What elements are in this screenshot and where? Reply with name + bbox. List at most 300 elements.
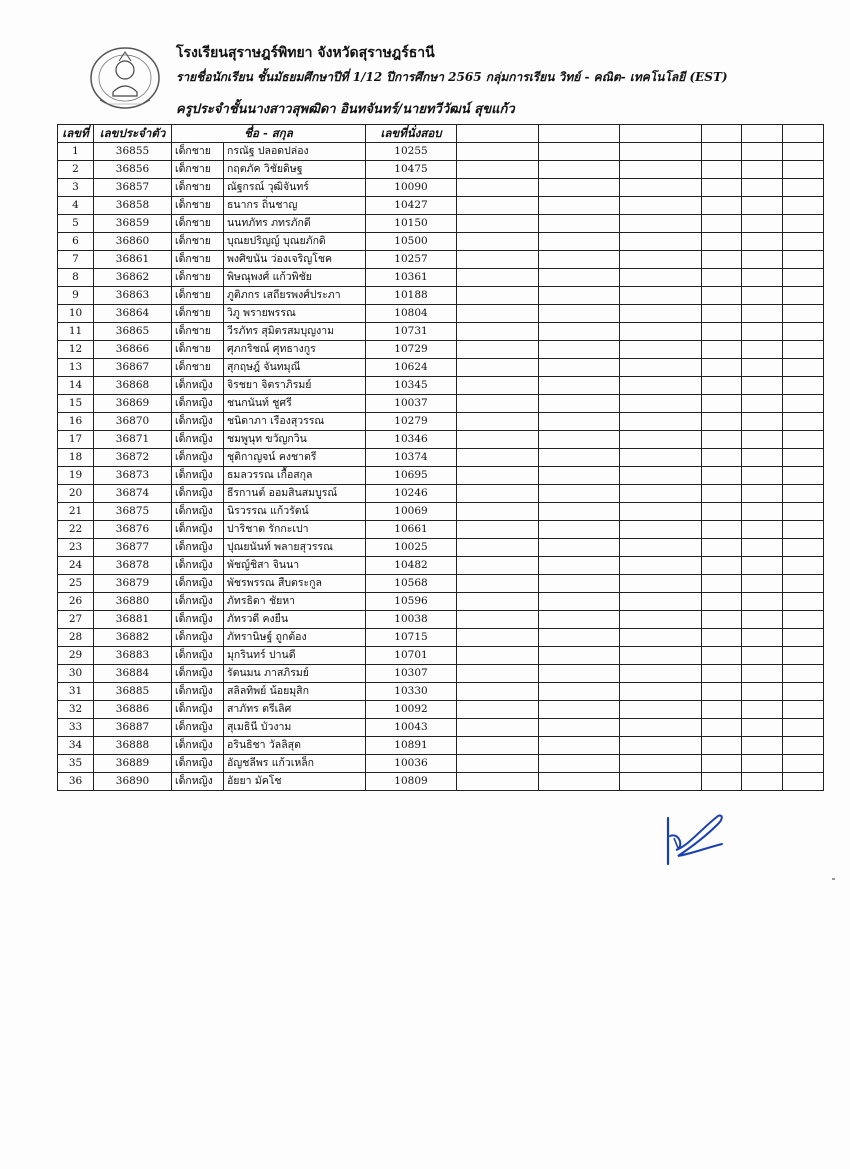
student-name-cell: มุกรินทร์ ปานดี	[224, 647, 366, 665]
title-cell: เด็กชาย	[172, 161, 224, 179]
blank-cell	[539, 737, 620, 755]
exam-seat-cell: 10069	[366, 503, 457, 521]
blank-cell	[539, 323, 620, 341]
blank-cell	[742, 539, 783, 557]
exam-seat-cell: 10729	[366, 341, 457, 359]
blank-cell	[702, 449, 742, 467]
row-number-cell: 1	[58, 143, 94, 161]
student-id-cell: 36880	[94, 593, 172, 611]
student-id-cell: 36858	[94, 197, 172, 215]
student-name-cell: วีรภัทร สุมิตรสมบุญงาม	[224, 323, 366, 341]
row-number-cell: 32	[58, 701, 94, 719]
blank-cell	[702, 323, 742, 341]
blank-cell	[620, 197, 702, 215]
table-row	[58, 737, 824, 755]
table-row	[58, 449, 824, 467]
row-number-cell: 31	[58, 683, 94, 701]
student-name-cell: สาภัทร ตรีเลิศ	[224, 701, 366, 719]
blank-cell	[742, 521, 783, 539]
title-cell: เด็กหญิง	[172, 557, 224, 575]
table-row	[58, 287, 824, 305]
blank-cell	[702, 611, 742, 629]
table-row	[58, 467, 824, 485]
blank-cell	[702, 233, 742, 251]
student-name-cell: สลิลทิพย์ น้อยมุสิก	[224, 683, 366, 701]
blank-cell	[702, 143, 742, 161]
blank-cell	[620, 323, 702, 341]
blank-cell	[539, 611, 620, 629]
row-number-cell: 28	[58, 629, 94, 647]
table-header-row	[58, 125, 824, 143]
student-name-cell: ชนกนันท์ ชูศรี	[224, 395, 366, 413]
blank-cell	[783, 701, 824, 719]
student-id-cell: 36872	[94, 449, 172, 467]
title-cell: เด็กชาย	[172, 269, 224, 287]
student-id-cell: 36878	[94, 557, 172, 575]
blank-cell	[783, 377, 824, 395]
student-name-cell: ชนิดาภา เรืองสุวรรณ	[224, 413, 366, 431]
blank-cell	[702, 467, 742, 485]
blank-cell	[457, 485, 539, 503]
student-name-cell: ชมพูนุท ขวัญกวิน	[224, 431, 366, 449]
blank-cell	[783, 449, 824, 467]
blank-cell	[702, 503, 742, 521]
title-cell: เด็กหญิง	[172, 719, 224, 737]
student-name-cell: สุกฤษฎ์ จันทมุณี	[224, 359, 366, 377]
student-id-cell: 36861	[94, 251, 172, 269]
title-cell: เด็กชาย	[172, 341, 224, 359]
exam-seat-cell: 10257	[366, 251, 457, 269]
exam-seat-cell: 10038	[366, 611, 457, 629]
blank-cell	[742, 215, 783, 233]
blank-cell	[702, 287, 742, 305]
blank-cell	[539, 179, 620, 197]
blank-cell	[783, 719, 824, 737]
exam-seat-cell: 10809	[366, 773, 457, 791]
student-id-cell: 36867	[94, 359, 172, 377]
row-number-cell: 11	[58, 323, 94, 341]
blank-cell	[702, 215, 742, 233]
title-cell: เด็กชาย	[172, 287, 224, 305]
header-exam-seat: เลขที่นั่งสอบ	[366, 125, 457, 143]
student-name-cell: ธีรกานต์ ออมสินสมบูรณ์	[224, 485, 366, 503]
blank-cell	[539, 773, 620, 791]
table-row	[58, 413, 824, 431]
blank-cell	[742, 485, 783, 503]
blank-cell	[539, 539, 620, 557]
title-cell: เด็กหญิง	[172, 413, 224, 431]
blank-cell	[783, 737, 824, 755]
title-cell: เด็กหญิง	[172, 395, 224, 413]
table-row	[58, 269, 824, 287]
blank-cell	[620, 431, 702, 449]
row-number-cell: 23	[58, 539, 94, 557]
row-number-cell: 33	[58, 719, 94, 737]
blank-cell	[783, 269, 824, 287]
blank-cell	[457, 215, 539, 233]
table-row	[58, 593, 824, 611]
blank-cell	[539, 701, 620, 719]
blank-cell	[539, 503, 620, 521]
table-row	[58, 485, 824, 503]
blank-cell	[539, 197, 620, 215]
blank-cell	[457, 233, 539, 251]
student-list-heading: รายชื่อนักเรียน ชั้นมัธยมศึกษาปีที่ 1/12 ปีการศึกษา 2565 กลุ่มการเรียน วิทย์ - คณิต- เทคโนโลยี (EST)	[176, 70, 728, 84]
exam-seat-cell: 10255	[366, 143, 457, 161]
blank-cell	[620, 773, 702, 791]
blank-cell	[742, 179, 783, 197]
blank-cell	[783, 629, 824, 647]
blank-cell	[742, 449, 783, 467]
handwritten-signature	[660, 808, 730, 870]
blank-cell	[783, 251, 824, 269]
blank-cell	[539, 251, 620, 269]
blank-cell	[783, 647, 824, 665]
title-cell: เด็กหญิง	[172, 683, 224, 701]
blank-cell	[702, 521, 742, 539]
blank-cell	[702, 593, 742, 611]
row-number-cell: 9	[58, 287, 94, 305]
blank-cell	[783, 413, 824, 431]
blank-cell	[539, 377, 620, 395]
row-number-cell: 34	[58, 737, 94, 755]
title-cell: เด็กหญิง	[172, 503, 224, 521]
blank-cell	[702, 773, 742, 791]
blank-cell	[620, 665, 702, 683]
exam-seat-cell: 10345	[366, 377, 457, 395]
blank-cell	[620, 359, 702, 377]
blank-cell	[702, 179, 742, 197]
blank-cell	[620, 143, 702, 161]
blank-cell	[702, 485, 742, 503]
blank-cell	[702, 359, 742, 377]
blank-cell	[783, 395, 824, 413]
row-number-cell: 7	[58, 251, 94, 269]
student-name-cell: นิรวรรณ แก้วรัตน์	[224, 503, 366, 521]
blank-cell	[620, 557, 702, 575]
title-cell: เด็กหญิง	[172, 701, 224, 719]
blank-cell	[539, 575, 620, 593]
student-id-cell: 36888	[94, 737, 172, 755]
blank-cell	[457, 341, 539, 359]
exam-seat-cell: 10246	[366, 485, 457, 503]
exam-seat-cell: 10150	[366, 215, 457, 233]
blank-cell	[457, 647, 539, 665]
blank-cell	[620, 521, 702, 539]
title-cell: เด็กชาย	[172, 233, 224, 251]
title-cell: เด็กชาย	[172, 251, 224, 269]
table-row	[58, 431, 824, 449]
student-name-cell: กรณัฐ ปลอดปล่อง	[224, 143, 366, 161]
blank-cell	[783, 611, 824, 629]
blank-cell	[742, 683, 783, 701]
row-number-cell: 27	[58, 611, 94, 629]
blank-cell	[620, 701, 702, 719]
blank-cell	[457, 287, 539, 305]
blank-cell	[620, 305, 702, 323]
blank-cell	[742, 341, 783, 359]
blank-cell	[457, 431, 539, 449]
blank-header-cell	[620, 125, 702, 143]
blank-cell	[783, 557, 824, 575]
title-cell: เด็กชาย	[172, 197, 224, 215]
table-row	[58, 323, 824, 341]
exam-seat-cell: 10043	[366, 719, 457, 737]
scan-speck	[832, 878, 835, 880]
blank-cell	[457, 665, 539, 683]
table-row	[58, 773, 824, 791]
blank-cell	[539, 449, 620, 467]
blank-cell	[620, 395, 702, 413]
row-number-cell: 8	[58, 269, 94, 287]
blank-cell	[783, 593, 824, 611]
blank-cell	[457, 143, 539, 161]
title-cell: เด็กหญิง	[172, 737, 224, 755]
blank-cell	[457, 557, 539, 575]
blank-cell	[783, 539, 824, 557]
student-name-cell: กฤตภัค วิชัยดิษฐ	[224, 161, 366, 179]
blank-cell	[457, 161, 539, 179]
blank-cell	[742, 197, 783, 215]
header-student-id: เลขประจำตัว	[94, 125, 172, 143]
blank-cell	[539, 485, 620, 503]
blank-cell	[783, 683, 824, 701]
blank-cell	[742, 431, 783, 449]
student-name-cell: จิรชยา จิตราภิรมย์	[224, 377, 366, 395]
blank-cell	[742, 755, 783, 773]
blank-cell	[620, 737, 702, 755]
row-number-cell: 29	[58, 647, 94, 665]
table-row	[58, 215, 824, 233]
blank-cell	[620, 539, 702, 557]
exam-seat-cell: 10092	[366, 701, 457, 719]
student-roster-table	[57, 124, 824, 791]
student-id-cell: 36876	[94, 521, 172, 539]
blank-cell	[620, 341, 702, 359]
blank-cell	[742, 413, 783, 431]
blank-cell	[620, 683, 702, 701]
blank-cell	[742, 359, 783, 377]
row-number-cell: 3	[58, 179, 94, 197]
blank-cell	[702, 377, 742, 395]
student-id-cell: 36883	[94, 647, 172, 665]
exam-seat-cell: 10731	[366, 323, 457, 341]
table-row	[58, 683, 824, 701]
student-id-cell: 36881	[94, 611, 172, 629]
student-name-cell: ปาริชาต รักกะเปา	[224, 521, 366, 539]
blank-cell	[702, 305, 742, 323]
row-number-cell: 6	[58, 233, 94, 251]
blank-cell	[539, 269, 620, 287]
blank-header-cell	[702, 125, 742, 143]
blank-cell	[702, 341, 742, 359]
exam-seat-cell: 10374	[366, 449, 457, 467]
table-row	[58, 341, 824, 359]
blank-cell	[539, 629, 620, 647]
table-row	[58, 755, 824, 773]
student-name-cell: ภัทรานิษฐ์ ถูกต้อง	[224, 629, 366, 647]
title-cell: เด็กชาย	[172, 143, 224, 161]
table-row	[58, 359, 824, 377]
exam-seat-cell: 10330	[366, 683, 457, 701]
exam-seat-cell: 10346	[366, 431, 457, 449]
blank-cell	[457, 467, 539, 485]
row-number-cell: 15	[58, 395, 94, 413]
row-number-cell: 22	[58, 521, 94, 539]
exam-seat-cell: 10188	[366, 287, 457, 305]
blank-cell	[742, 629, 783, 647]
student-id-cell: 36882	[94, 629, 172, 647]
blank-cell	[742, 773, 783, 791]
blank-cell	[783, 341, 824, 359]
blank-cell	[702, 665, 742, 683]
blank-cell	[539, 215, 620, 233]
title-cell: เด็กชาย	[172, 359, 224, 377]
blank-cell	[702, 755, 742, 773]
blank-cell	[702, 269, 742, 287]
blank-cell	[539, 143, 620, 161]
student-name-cell: รัตนมน ภาสภิรมย์	[224, 665, 366, 683]
blank-header-cell	[457, 125, 539, 143]
blank-header-cell	[742, 125, 783, 143]
table-row	[58, 251, 824, 269]
table-row	[58, 539, 824, 557]
table-row	[58, 503, 824, 521]
blank-cell	[783, 179, 824, 197]
table-row	[58, 377, 824, 395]
blank-cell	[539, 683, 620, 701]
student-id-cell: 36860	[94, 233, 172, 251]
blank-cell	[783, 323, 824, 341]
blank-cell	[539, 755, 620, 773]
blank-cell	[702, 701, 742, 719]
document-header	[0, 0, 850, 122]
student-name-cell: ปุณยนันท์ พลายสุวรรณ	[224, 539, 366, 557]
blank-cell	[457, 737, 539, 755]
blank-cell	[620, 611, 702, 629]
title-cell: เด็กหญิง	[172, 611, 224, 629]
blank-cell	[539, 413, 620, 431]
student-id-cell: 36877	[94, 539, 172, 557]
blank-cell	[742, 251, 783, 269]
blank-cell	[702, 719, 742, 737]
blank-cell	[620, 719, 702, 737]
student-name-cell: ชุติกาญจน์ คงชาตรี	[224, 449, 366, 467]
student-id-cell: 36885	[94, 683, 172, 701]
blank-cell	[702, 557, 742, 575]
table-row	[58, 197, 824, 215]
student-name-cell: ภัทรวดี คงยืน	[224, 611, 366, 629]
student-name-cell: อัยยา มัคโช	[224, 773, 366, 791]
roster-body	[58, 143, 824, 791]
student-id-cell: 36862	[94, 269, 172, 287]
blank-cell	[457, 773, 539, 791]
title-cell: เด็กหญิง	[172, 755, 224, 773]
blank-cell	[539, 557, 620, 575]
blank-cell	[742, 737, 783, 755]
blank-cell	[620, 467, 702, 485]
blank-cell	[620, 593, 702, 611]
row-number-cell: 13	[58, 359, 94, 377]
blank-cell	[539, 359, 620, 377]
exam-seat-cell: 10361	[366, 269, 457, 287]
student-id-cell: 36855	[94, 143, 172, 161]
blank-cell	[539, 467, 620, 485]
title-cell: เด็กชาย	[172, 305, 224, 323]
blank-cell	[702, 629, 742, 647]
blank-cell	[539, 719, 620, 737]
student-id-cell: 36866	[94, 341, 172, 359]
table-row	[58, 179, 824, 197]
student-id-cell: 36857	[94, 179, 172, 197]
student-id-cell: 36871	[94, 431, 172, 449]
blank-cell	[457, 413, 539, 431]
blank-cell	[457, 629, 539, 647]
title-cell: เด็กหญิง	[172, 539, 224, 557]
exam-seat-cell: 10701	[366, 647, 457, 665]
student-id-cell: 36889	[94, 755, 172, 773]
title-cell: เด็กหญิง	[172, 377, 224, 395]
header-name: ชื่อ - สกุล	[172, 125, 366, 143]
blank-cell	[702, 197, 742, 215]
blank-cell	[539, 593, 620, 611]
blank-cell	[539, 341, 620, 359]
blank-header-cell	[539, 125, 620, 143]
blank-cell	[539, 521, 620, 539]
row-number-cell: 20	[58, 485, 94, 503]
exam-seat-cell: 10307	[366, 665, 457, 683]
blank-cell	[457, 269, 539, 287]
student-id-cell: 36886	[94, 701, 172, 719]
blank-cell	[457, 593, 539, 611]
blank-cell	[539, 647, 620, 665]
blank-cell	[457, 251, 539, 269]
blank-cell	[457, 305, 539, 323]
blank-cell	[620, 269, 702, 287]
blank-cell	[783, 305, 824, 323]
blank-cell	[620, 503, 702, 521]
blank-cell	[702, 395, 742, 413]
student-id-cell: 36856	[94, 161, 172, 179]
blank-cell	[539, 665, 620, 683]
exam-seat-cell: 10804	[366, 305, 457, 323]
blank-cell	[457, 719, 539, 737]
blank-cell	[702, 413, 742, 431]
title-cell: เด็กหญิง	[172, 485, 224, 503]
student-id-cell: 36875	[94, 503, 172, 521]
student-name-cell: ภูติภกร เสถียรพงศ์ประภา	[224, 287, 366, 305]
blank-cell	[742, 665, 783, 683]
row-number-cell: 17	[58, 431, 94, 449]
student-id-cell: 36884	[94, 665, 172, 683]
blank-cell	[457, 359, 539, 377]
blank-cell	[742, 719, 783, 737]
exam-seat-cell: 10596	[366, 593, 457, 611]
blank-cell	[742, 467, 783, 485]
blank-cell	[742, 557, 783, 575]
table-row	[58, 143, 824, 161]
student-name-cell: พัชรพรรณ สืบตระกูล	[224, 575, 366, 593]
blank-cell	[783, 467, 824, 485]
student-id-cell: 36869	[94, 395, 172, 413]
blank-cell	[457, 449, 539, 467]
blank-cell	[783, 431, 824, 449]
blank-cell	[742, 323, 783, 341]
row-number-cell: 24	[58, 557, 94, 575]
row-number-cell: 2	[58, 161, 94, 179]
student-id-cell: 36863	[94, 287, 172, 305]
blank-cell	[457, 377, 539, 395]
